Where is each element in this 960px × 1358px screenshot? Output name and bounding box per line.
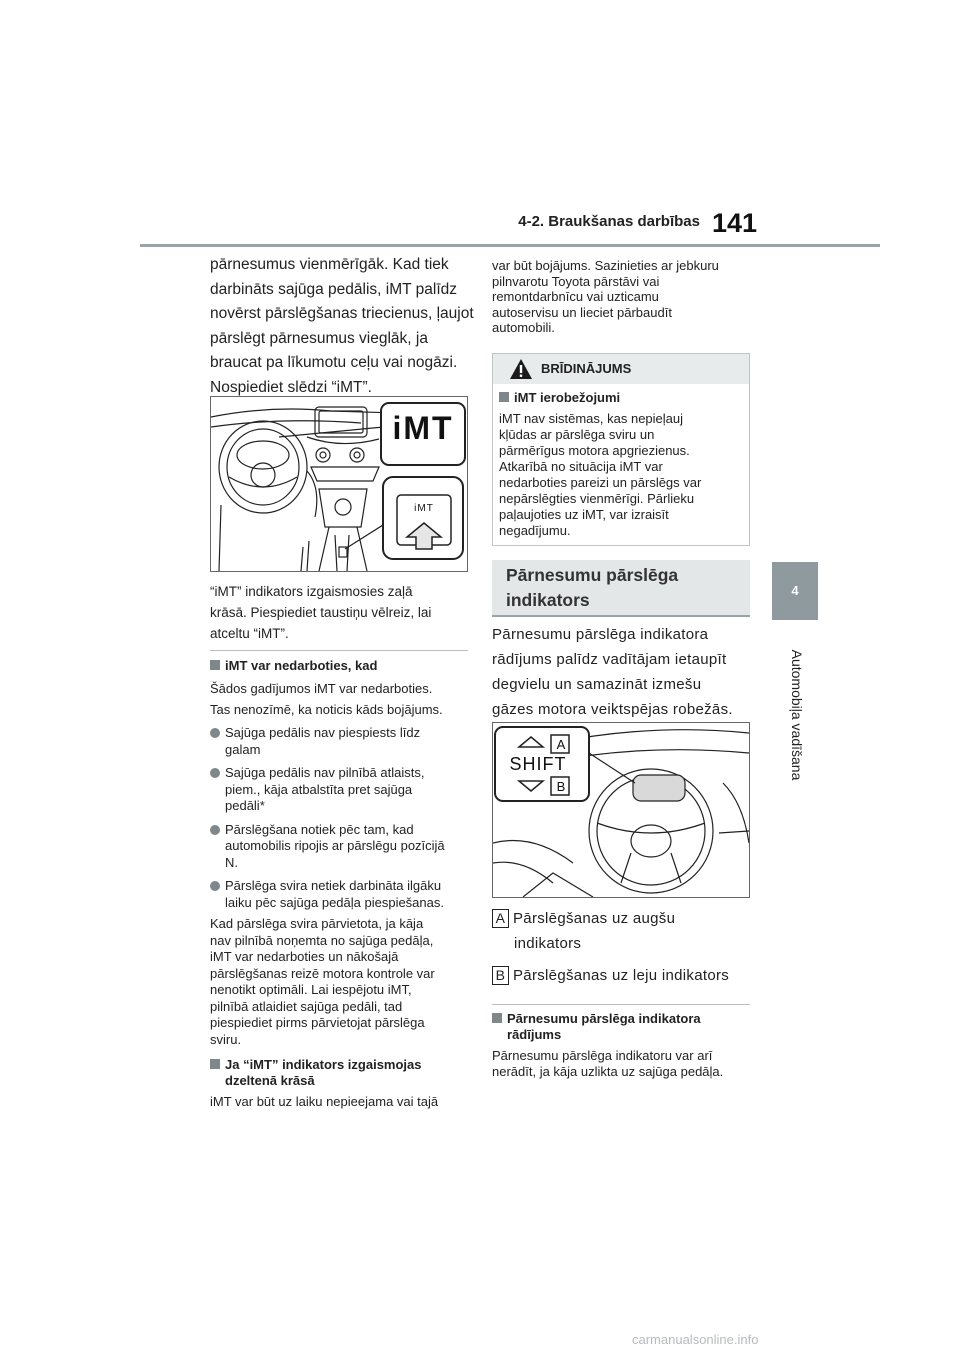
- shift-indicator-intro: Pārnesumu pārslēga indikatora rādījums palīdz vadītājam ietaupīt degvielu un samazināt izmešu gāzes motora veiktspējas robežās.: [492, 626, 733, 718]
- text-line: “iMT” indikators izgaismosies zaļā: [210, 584, 413, 599]
- shift-indicator-note: [492, 1011, 757, 1080]
- paragraph: Kad pārslēga svira pārvietota, ja kāja nav pilnībā noņemta no sajūga pedāļa, iMT var nedarboties un nākošajā pārslēgšanas reizē motora kontrole var nenotikt optimāli. Lai iespējotu iMT, pilnībā atlaidiet sajūga pedāli, tad piespiediet pirms pārvietojat pārslēga sviru.: [210, 916, 435, 1047]
- continued-paragraph: var būt bojājums. Sazinieties ar jebkuru pilnvarotu Toyota pārstāvi vai remontdarbnīcu vai uzticamu autoservisu un lieciet pārbaudīt automobili.: [492, 258, 719, 335]
- list-item: Pārslēgšana notiek pēc tam, kad automobilis ripojis ar pārslēgu pozīcijā N.: [210, 822, 472, 872]
- text-line: krāsā. Piespiediet taustiņu vēlreiz, lai: [210, 605, 432, 620]
- imt-switch-illustration: [210, 396, 468, 572]
- legend-letter-b: B: [492, 966, 509, 985]
- label-a: A: [556, 737, 566, 752]
- figure2-legend: A Pārslēgšanas uz augšu indikators B Pārslēgšanas uz leju indikators: [492, 906, 762, 988]
- square-bullet-icon: [492, 1013, 502, 1023]
- chapter-side-label: Automobiļa vadīšana: [789, 649, 805, 781]
- text-line: Šādos gadījumos iMT var nedarboties.: [210, 681, 433, 696]
- section-heading-box: [492, 560, 750, 617]
- text-line: pārslēgt pārnesumus vieglāk, ja: [210, 329, 428, 347]
- section-heading: Ja “iMT” indikators izgaismojas dzeltenā krāsā: [210, 1057, 472, 1089]
- section-title: 4-2. Braukšanas darbības: [518, 213, 700, 230]
- imt-not-working-section: [210, 658, 472, 1111]
- shift-label: SHIFT: [509, 754, 567, 774]
- header-rule: [140, 244, 880, 247]
- label-b: B: [556, 779, 566, 794]
- text-line: Tas nenozīmē, ka noticis kāds bojājums.: [210, 702, 443, 717]
- square-bullet-icon: [210, 1059, 220, 1069]
- legend-item-b: B Pārslēgšanas uz leju indikators: [492, 963, 762, 988]
- text-line: braucat pa līkumotu ceļu vai nogāzi.: [210, 354, 458, 371]
- list-item: Sajūga pedālis nav pilnībā atlaists, piem., kāja atbalstīta pret sajūga pedāli*: [210, 765, 472, 815]
- section-divider: [492, 1004, 750, 1005]
- steering-wheel-drawing: [493, 723, 749, 897]
- chapter-tab: [772, 562, 818, 620]
- caution-text: iMT nav sistēmas, kas nepieļauj kļūdas ar pārslēga sviru un pārmērīgus motora apgriezienus. Atkarībā no situācija iMT var nedarboties pareizi un pārslēgs var nepārslēgties vienmērīgi. Pārlieku paļaujoties uz iMT, var izraisīt negadījumu.: [499, 411, 702, 538]
- watermark: carmanualsonline.info: [632, 1332, 759, 1347]
- section-heading: iMT var nedarboties, kad: [210, 658, 472, 674]
- warning-triangle-icon: [509, 358, 533, 380]
- intro-paragraph: [210, 253, 480, 400]
- section-heading: Pārnesumu pārslēga indikatora rādījums: [492, 1011, 757, 1043]
- imt-big-label: iMT: [392, 410, 454, 446]
- legend-letter-a: A: [492, 909, 509, 928]
- text-line: Nospiediet slēdzi “iMT”.: [210, 378, 372, 396]
- text-line: pārnesumus vienmērīgāk. Kad tiek: [210, 256, 449, 273]
- caution-header: [493, 354, 749, 384]
- paragraph: Pārnesumu pārslēga indikatoru var arī nerādīt, ja kāja uzlikta uz sajūga pedāļa.: [492, 1048, 724, 1079]
- list-item: Sajūga pedālis nav piespiests līdz galam: [210, 725, 472, 758]
- caution-heading: iMT ierobežojumi: [499, 390, 739, 406]
- caution-box: [492, 353, 750, 546]
- caution-body: [493, 384, 749, 539]
- section-heading-text: Pārnesumu pārslēga indikators: [506, 565, 679, 610]
- text-line: atceltu “iMT”.: [210, 626, 289, 641]
- square-bullet-icon: [499, 392, 509, 402]
- page-number: 141: [712, 208, 758, 238]
- shift-indicator-illustration: [492, 722, 750, 898]
- figure1-caption: [210, 581, 480, 644]
- imt-button-label: iMT: [414, 503, 434, 514]
- caution-title: BRĪDINĀJUMS: [541, 361, 632, 376]
- text-line: novērst pārslēgšanas triecienus, ļaujot: [210, 305, 474, 322]
- chapter-tab-number: 4: [791, 583, 799, 598]
- text-line: darbināts sajūga pedālis, iMT palīdz: [210, 280, 457, 298]
- square-bullet-icon: [210, 660, 220, 670]
- list-item: Pārslēga svira netiek darbināta ilgāku laiku pēc sajūga pedāļa piespiešanas.: [210, 878, 472, 911]
- text-line: iMT var būt uz laiku nepieejama vai tajā: [210, 1094, 439, 1109]
- section-divider: [210, 650, 468, 651]
- legend-item-a: A Pārslēgšanas uz augšu: [492, 906, 762, 931]
